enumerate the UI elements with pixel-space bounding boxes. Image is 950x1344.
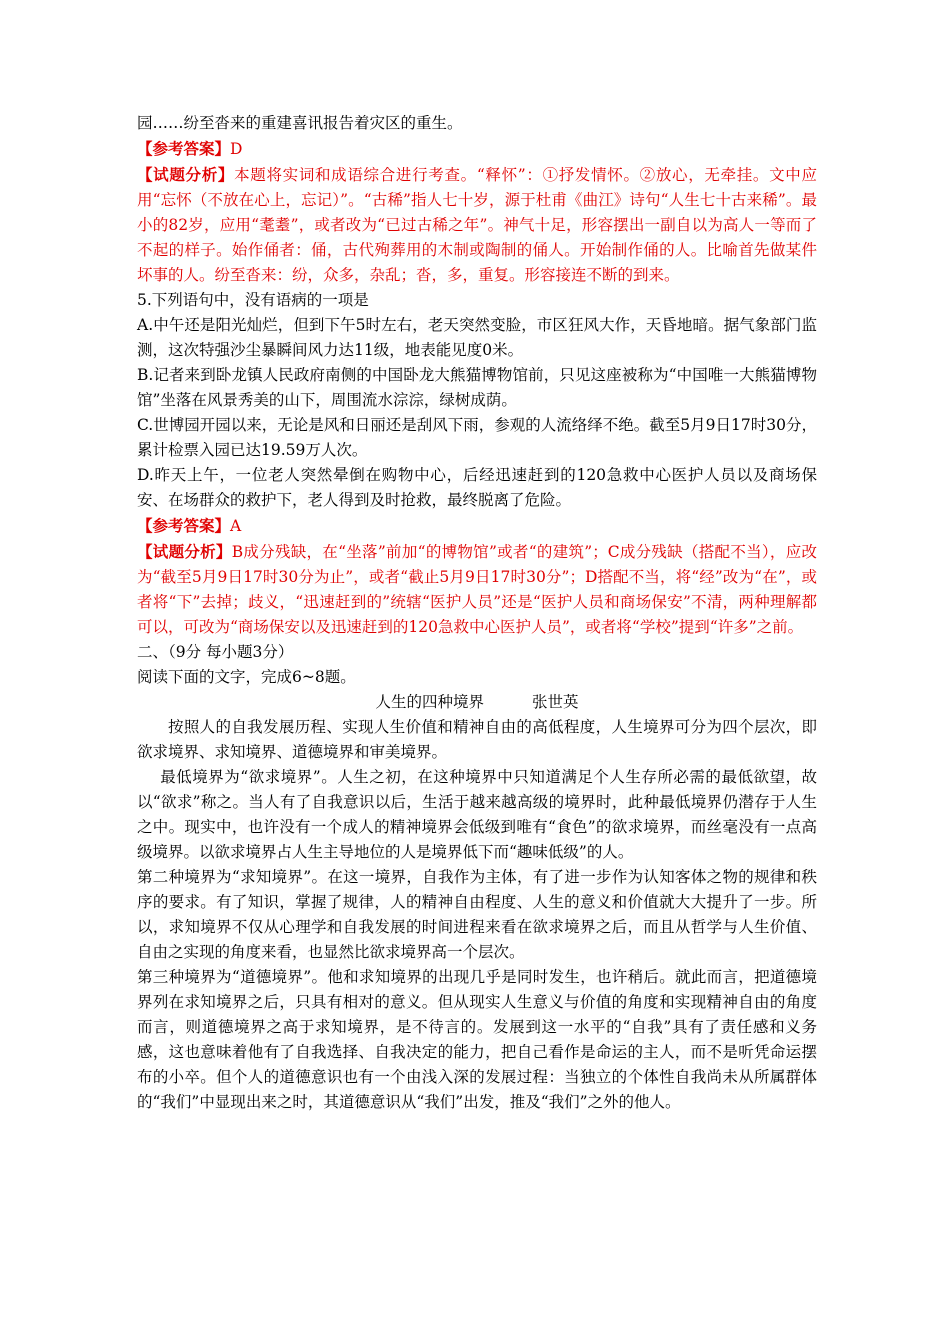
answer-5 xyxy=(137,513,817,539)
analysis-text: B成分残缺，在“坐落”前加“的博物馆”或者“的建筑”；C成分残缺（搭配不当），应改为“截至5月9日17时30分为止”，或者“截止5月9日17时30分”；D搭配不当，将“经”改为“在”，或者将“下”去掉；歧义，“迅速赶到的”统辖“医护人员”还是“医护人员和商场保安”不清，两种理解都可以，可改为“商场保安以及迅速赶到的120急救中心医护人员”，或者将“学校”提到“许多”之前。 xyxy=(137,543,817,636)
option-b: B.记者来到卧龙镇人民政府南侧的中国卧龙大熊猫博物馆前，只见这座被称为“中国唯一大熊猫博物馆”坐落在风景秀美的山下，周围流水淙淙，绿树成荫。 xyxy=(137,366,817,409)
text-line: 园……纷至沓来的重建喜讯报告着灾区的重生。 xyxy=(137,114,463,132)
option-a: A.中午还是阳光灿烂，但到下午5时左右，老天突然变脸，市区狂风大作，天昏地暗。据气象部门监测，这次特强沙尘暴瞬间风力达11级，地表能见度0米。 xyxy=(137,316,817,359)
paragraph-2: 最低境界为“欲求境界”。人生之初，在这种境界中只知道满足个人生存所必需的最低欲望，故以“欲求”称之。当人有了自我意识以后，生活于越来越高级的境界时，此种最低境界仍潜存于人生之中。现实中，也许没有一个成人的精神境界会低级到唯有“食色”的欲求境界，而丝毫没有一点高级境界。以欲求境界占人生主导地位的人是境界低下而“趣味低级”的人。 xyxy=(137,768,817,861)
analysis-label: 【试题分析】 xyxy=(137,542,232,561)
answer-label: 【参考答案】 xyxy=(137,139,231,158)
answer-value: A xyxy=(230,517,242,535)
paragraph-1: 按照人的自我发展历程、实现人生价值和精神自由的高低程度，人生境界可分为四个层次，即欲求境界、求知境界、道德境界和审美境界。 xyxy=(137,718,817,761)
analysis-label: 【试题分析】 xyxy=(137,165,235,184)
document-body xyxy=(137,111,817,1115)
analysis-text: 本题将实词和成语综合进行考查。“释怀”：①抒发情怀。②放心，无牵挂。文中应用“忘怀（不放在心上，忘记）”。“古稀”指人七十岁，源于杜甫《曲江》诗句“人生七十古来稀”。最小的82岁，应用“耄耋”，或者改为“已过古稀之年”。神气十足，形容摆出一副自以为高人一等而了不起的样子。始作俑者：俑，古代殉葬用的木制或陶制的俑人。开始制作俑的人。比喻首先做某件坏事的人。纷至沓来：纷，众多，杂乱；沓，多，重复。形容接连不断的到来。 xyxy=(137,166,817,284)
analysis-4 xyxy=(137,162,817,288)
option-c: C.世博园开园以来，无论是风和日丽还是刮风下雨，参观的人流络绎不绝。截至5月9日17时30分，累计检票入园已达19.59万人次。 xyxy=(137,416,817,459)
question-5: 5.下列语句中，没有语病的一项是 xyxy=(137,291,369,309)
option-d: D.昨天上午，一位老人突然晕倒在购物中心，后经迅速赶到的120急救中心医护人员以及商场保安、在场群众的救护下，老人得到及时抢救，最终脱离了危险。 xyxy=(137,466,817,509)
article-title: 人生的四种境界 xyxy=(375,693,484,711)
article-author: 张世英 xyxy=(532,693,579,711)
paragraph-3: 第二种境界为“求知境界”。在这一境界，自我作为主体，有了进一步作为认知客体之物的规律和秩序的要求。有了知识，掌握了规律，人的精神自由程度、人生的意义和价值就大大提升了一步。所以，求知境界不仅从心理学和自我发展的时间进程来看在欲求境界之后，而且从哲学与人生价值、自由之实现的角度来看，也显然比欲求境界高一个层次。 xyxy=(137,868,817,961)
paragraph-4: 第三种境界为“道德境界”。他和求知境界的出现几乎是同时发生，也许稍后。就此而言，把道德境界列在求知境界之后，只具有相对的意义。但从现实人生意义与价值的角度和实现精神自由的角度而言，则道德境界之高于求知境界，是不待言的。发展到这一水平的“自我”具有了责任感和义务感，这也意味着他有了自我选择、自我决定的能力，把自己看作是命运的主人，而不是听凭命运摆布的小卒。但个人的道德意识也有一个由浅入深的发展过程：当独立的个体性自我尚未从所属群体的“我们”中显现出来之时，其道德意识从“我们”出发，推及“我们”之外的他人。 xyxy=(137,968,817,1111)
article-title-line xyxy=(137,690,817,715)
answer-value: D xyxy=(230,140,243,158)
answer-4 xyxy=(137,136,817,162)
analysis-5 xyxy=(137,539,817,640)
answer-label: 【参考答案】 xyxy=(137,516,231,535)
section-heading: 二、（9分 每小题3分） xyxy=(137,643,294,661)
reading-instruction: 阅读下面的文字，完成6~8题。 xyxy=(137,668,356,686)
